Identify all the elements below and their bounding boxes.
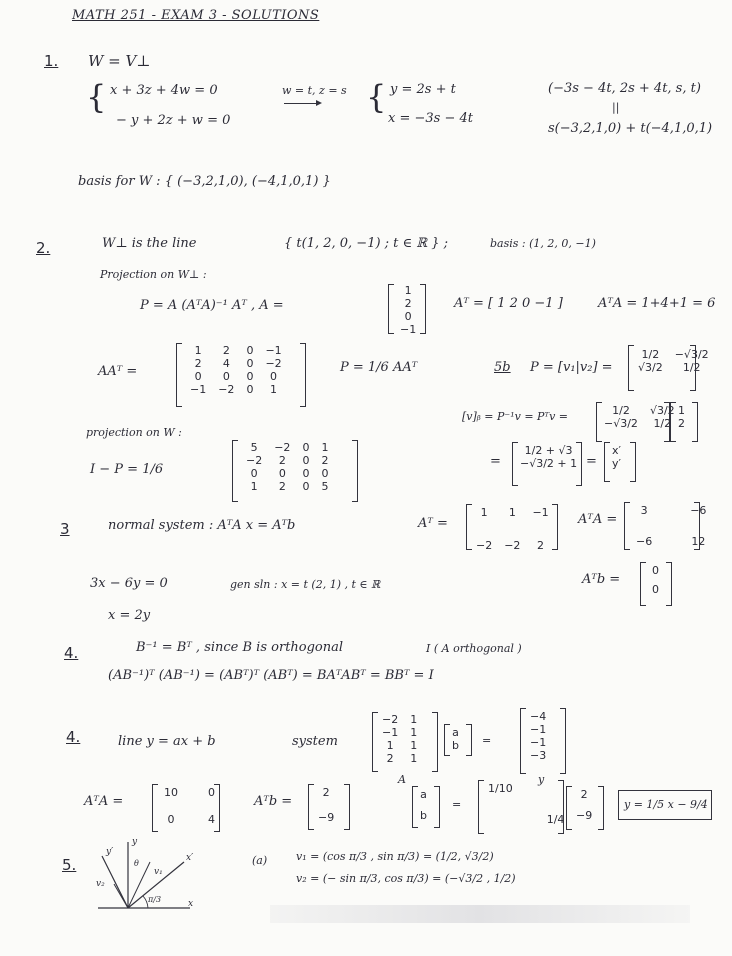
matrix-cell: 1 <box>508 506 516 519</box>
v2-arrow <box>114 884 128 908</box>
p2-ATA: AᵀA = 1+4+1 = 6 <box>598 296 716 311</box>
matrix-cell: 1 <box>410 752 418 765</box>
matrix-cell: 0 <box>250 467 258 480</box>
p1-sol1: y = 2s + t <box>390 82 456 97</box>
matrix-cell <box>482 813 519 826</box>
problem-2-number: 2. <box>36 239 51 257</box>
p1-definition: W = V⊥ <box>88 52 151 70</box>
fig-angle-label: π/3 <box>148 895 162 904</box>
problem-1-number: 1. <box>44 52 59 70</box>
matrix-cell: −√3/2 + 1 <box>520 457 578 470</box>
matrix-cell: 4 <box>208 813 215 826</box>
matrix-cell: 1/2 <box>612 404 630 417</box>
matrix-cell: 0 <box>208 786 215 799</box>
p5b-res-bracket-right <box>576 442 582 486</box>
p4b-line: line y = ax + b <box>118 734 216 749</box>
p4b-equals-2: = <box>452 798 462 811</box>
matrix-cell: −2 <box>476 539 493 552</box>
p3-x-relation: x = 2y <box>108 608 151 623</box>
matrix-cell: −1 <box>530 723 547 736</box>
matrix-cell: −1 <box>400 323 417 336</box>
matrix-cell: −2 <box>504 539 521 552</box>
fig-x-label: x <box>188 899 194 909</box>
p2-AAT-label: AAᵀ = <box>98 364 138 379</box>
fig-xp-label: x′ <box>186 853 194 863</box>
p2-A-bracket-right <box>420 284 426 334</box>
p4a-note: I ( A orthogonal ) <box>426 642 522 655</box>
p3-ATb-label: Aᵀb = <box>582 572 621 587</box>
matrix-cell: 5 <box>321 480 329 493</box>
matrix-cell: −2 <box>246 454 263 467</box>
p4b-A-matrix <box>376 713 423 765</box>
p3-AT-bracket-right <box>552 504 558 550</box>
matrix-cell: −1 <box>532 506 549 519</box>
matrix-cell: 0 <box>302 467 310 480</box>
p2-I-minus-P: I − P = 1/6 <box>90 462 164 477</box>
matrix-cell: 1 <box>410 739 418 752</box>
p4b-ATb-label: Aᵀb = <box>254 794 293 809</box>
p5-v2: v₂ = (− sin π/3, cos π/3) = (−√3/2 , 1/2) <box>296 872 516 885</box>
matrix-cell: 2 <box>222 344 230 357</box>
matrix-cell: 0 <box>302 480 310 493</box>
p4b-y-label: y <box>538 773 545 786</box>
matrix-cell: 2 <box>404 297 412 310</box>
matrix-cell: 1 <box>410 726 418 739</box>
matrix-cell: 1 <box>678 404 685 417</box>
p4b-y-vector <box>524 710 552 762</box>
p1-arrow <box>284 103 320 104</box>
p2-IP-bracket-right <box>352 440 358 502</box>
matrix-cell: x′ <box>612 444 622 457</box>
p4b-rhs-vector <box>570 788 598 822</box>
p4a-inverse: B⁻¹ = Bᵀ , since B is orthogonal <box>136 640 344 655</box>
matrix-cell: 0 <box>246 357 254 370</box>
matrix-cell: −6 <box>690 504 707 517</box>
p4b-A-label: A <box>398 773 406 786</box>
matrix-cell: −1 <box>530 736 547 749</box>
matrix-cell: 1 <box>386 739 394 752</box>
p4b-rhs-bracket-right <box>598 786 604 830</box>
matrix-cell: 0 <box>246 383 254 396</box>
rotated-axes-figure <box>88 836 198 916</box>
matrix-cell: b <box>420 809 427 822</box>
problem-5-number: 5. <box>62 856 77 874</box>
p3-equation: 3x − 6y = 0 <box>90 576 168 591</box>
p4b-ATA-label: AᵀA = <box>84 794 124 809</box>
matrix-cell: −1 <box>382 726 399 739</box>
p2-projection-W-label: projection on W : <box>86 426 182 439</box>
p3-ATA-label: AᵀA = <box>578 512 618 527</box>
matrix-cell: 5 <box>250 441 258 454</box>
p1-brace-right: { <box>366 78 387 116</box>
p2-A-matrix <box>394 284 422 336</box>
p3-ATA-bracket-right <box>694 502 700 550</box>
matrix-cell: 3 <box>640 504 648 517</box>
matrix-cell: 2 <box>194 357 202 370</box>
matrix-cell: −9 <box>576 809 593 822</box>
matrix-cell: 0 <box>652 564 659 577</box>
matrix-cell: −4 <box>530 710 547 723</box>
p5b-label: 5b <box>494 360 511 375</box>
matrix-cell: 0 <box>321 467 329 480</box>
matrix-cell: 2 <box>278 454 286 467</box>
p3-AT-matrix <box>470 506 555 552</box>
p4b-ab-vector <box>446 726 465 752</box>
p1-eq2: − y + 2z + w = 0 <box>116 113 231 128</box>
p1-basis: basis for W : { (−3,2,1,0), (−4,1,0,1) } <box>78 174 331 189</box>
p1-equals-mark: || <box>612 101 620 114</box>
p2-AAT-matrix <box>184 344 288 396</box>
matrix-cell: −√3/2 <box>674 348 709 361</box>
matrix-cell: 0 <box>652 583 659 596</box>
matrix-cell: 1 <box>410 713 418 726</box>
p2-P-result: P = 1/6 AAᵀ <box>340 360 418 375</box>
matrix-cell: 2 <box>537 539 545 552</box>
matrix-cell: 0 <box>404 310 412 323</box>
matrix-cell: 2 <box>580 788 588 801</box>
fig-v1-label: v₁ <box>154 867 163 877</box>
p5b-v-vector <box>672 404 691 430</box>
p4b-A-bracket-right <box>432 712 438 772</box>
p3-ATb-vector <box>646 564 665 596</box>
p4b-equals: = <box>482 734 492 747</box>
matrix-cell: 1/2 <box>682 361 701 374</box>
matrix-cell: −√3/2 <box>604 417 638 430</box>
p4b-ATA-bracket-right <box>214 784 220 832</box>
matrix-cell: 0 <box>246 344 254 357</box>
p4b-sol-vector <box>414 788 433 822</box>
p2-AAT-bracket-left <box>176 343 182 407</box>
p5b-res-vector <box>514 444 583 470</box>
matrix-cell: 1 <box>250 480 258 493</box>
p3-ATb-bracket-right <box>666 562 672 606</box>
p4b-ATA-matrix <box>158 786 221 826</box>
matrix-cell: 2 <box>322 786 330 799</box>
fig-y-label: y <box>132 837 138 847</box>
matrix-cell: √3/2 <box>649 404 675 417</box>
p2-IP-bracket-left <box>232 440 238 502</box>
matrix-cell: b <box>452 739 459 752</box>
problem-4a-number: 4. <box>64 644 79 662</box>
p5b-P-def: P = [v₁|v₂] = <box>530 360 613 375</box>
problem-4b-number: 4. <box>66 728 81 746</box>
matrix-cell: 0 <box>270 370 278 383</box>
fig-theta-label: θ <box>134 859 139 868</box>
matrix-cell: 2 <box>321 454 329 467</box>
p4b-sol-bracket-right <box>434 786 440 828</box>
matrix-cell: −2 <box>218 383 235 396</box>
matrix-cell: −2 <box>274 441 291 454</box>
matrix-cell: 2 <box>278 480 286 493</box>
p5b-v-bracket-right <box>692 402 698 442</box>
p1-general-vector: (−3s − 4t, 2s + 4t, s, t) <box>548 81 701 96</box>
matrix-cell: 4 <box>222 357 230 370</box>
y-prime-axis <box>102 856 128 908</box>
p4b-y-bracket-right <box>560 708 566 774</box>
p1-combination: s(−3,2,1,0) + t(−4,1,0,1) <box>548 121 713 136</box>
p2-A-transpose: Aᵀ = [ 1 2 0 −1 ] <box>454 296 563 311</box>
p5-v1: v₁ = (cos π/3 , sin π/3) = (1/2, √3/2) <box>296 850 494 863</box>
matrix-cell: 1/2 + √3 <box>524 444 573 457</box>
p3-AT-label: Aᵀ = <box>418 516 448 531</box>
fig-yp-label: y′ <box>106 847 114 857</box>
matrix-cell: √3/2 <box>638 361 663 374</box>
matrix-cell: 1/2 <box>641 348 660 361</box>
problem-3-number: 3 <box>60 520 70 538</box>
p4b-inv-bracket-right <box>558 780 564 834</box>
p3-ATA-matrix <box>630 504 712 548</box>
p1-sol2: x = −3s − 4t <box>388 111 473 126</box>
matrix-cell: 1/4 <box>546 813 565 826</box>
matrix-cell: 1 <box>321 441 329 454</box>
matrix-cell: 1 <box>270 383 278 396</box>
matrix-cell: 12 <box>691 535 706 548</box>
matrix-cell: 1/2 <box>653 417 672 430</box>
matrix-cell: 0 <box>222 370 230 383</box>
p5b-P-matrix <box>632 348 715 374</box>
matrix-cell: y′ <box>612 457 622 470</box>
matrix-cell: 1/10 <box>488 782 513 795</box>
p5b-xy-bracket-right <box>630 442 636 482</box>
matrix-cell: 2 <box>386 752 394 765</box>
matrix-cell: 1 <box>194 344 202 357</box>
p4b-ab-bracket-right <box>466 724 472 756</box>
scan-artifact <box>270 905 690 923</box>
matrix-cell: −2 <box>382 713 399 726</box>
p2-line-set: { t(1, 2, 0, −1) ; t ∈ ℝ } ; <box>284 236 449 251</box>
matrix-cell: a <box>420 788 427 801</box>
p1-eq1: x + 3z + 4w = 0 <box>110 83 218 98</box>
matrix-cell: 1 <box>480 506 488 519</box>
matrix-cell: 2 <box>678 417 685 430</box>
p1-brace-left: { <box>86 78 107 116</box>
page-title: MATH 251 - EXAM 3 - SOLUTIONS <box>72 8 320 23</box>
p4b-system-label: system <box>292 734 338 749</box>
p5-part-a: (a) <box>252 854 268 867</box>
matrix-cell: 0 <box>167 813 175 826</box>
p2-projection-formula: P = A (AᵀA)⁻¹ Aᵀ , A = <box>140 298 284 313</box>
matrix-cell: −9 <box>318 811 335 824</box>
matrix-cell: a <box>452 726 459 739</box>
matrix-cell: −1 <box>265 344 282 357</box>
p3-general-solution: gen sln : x = t (2, 1) , t ∈ ℝ <box>230 578 381 591</box>
p2-AAT-bracket-right <box>300 343 306 407</box>
fig-v2-label: v₂ <box>96 879 105 889</box>
p2-basis: basis : (1, 2, 0, −1) <box>490 237 596 250</box>
p4b-ATb-bracket-right <box>344 784 350 830</box>
p3-normal-system: normal system : AᵀA x = Aᵀb <box>108 518 296 533</box>
p2-projection-label: Projection on W⊥ : <box>100 268 207 281</box>
matrix-cell: −2 <box>265 357 282 370</box>
matrix-cell: 0 <box>246 370 254 383</box>
p5b-equals: = <box>490 454 501 469</box>
p2-line-label: W⊥ is the line <box>102 236 197 251</box>
matrix-cell: 1 <box>404 284 412 297</box>
p1-substitution: w = t, z = s <box>282 84 347 97</box>
p5b-equals-2: = <box>586 454 597 469</box>
matrix-cell: −1 <box>190 383 207 396</box>
matrix-cell: 10 <box>164 786 178 799</box>
matrix-cell: −3 <box>530 749 547 762</box>
p5b-P-bracket-right <box>690 345 696 391</box>
p4a-equation: (AB⁻¹)ᵀ (AB⁻¹) = (ABᵀ)ᵀ (ABᵀ) = BAᵀABᵀ = BBᵀ = I <box>108 668 434 683</box>
matrix-cell: 0 <box>278 467 286 480</box>
p5b-coordinates: [v]ᵦ = P⁻¹v = Pᵀv = <box>462 410 568 423</box>
p2-IP-matrix <box>240 441 334 493</box>
p4b-answer: y = 1/5 x − 9/4 <box>624 798 708 811</box>
matrix-cell: −6 <box>636 535 653 548</box>
p5b-xy-vector <box>606 444 627 470</box>
matrix-cell: 0 <box>194 370 202 383</box>
matrix-cell: 0 <box>302 441 310 454</box>
p4b-ATb-vector <box>312 786 340 824</box>
matrix-cell: 0 <box>302 454 310 467</box>
